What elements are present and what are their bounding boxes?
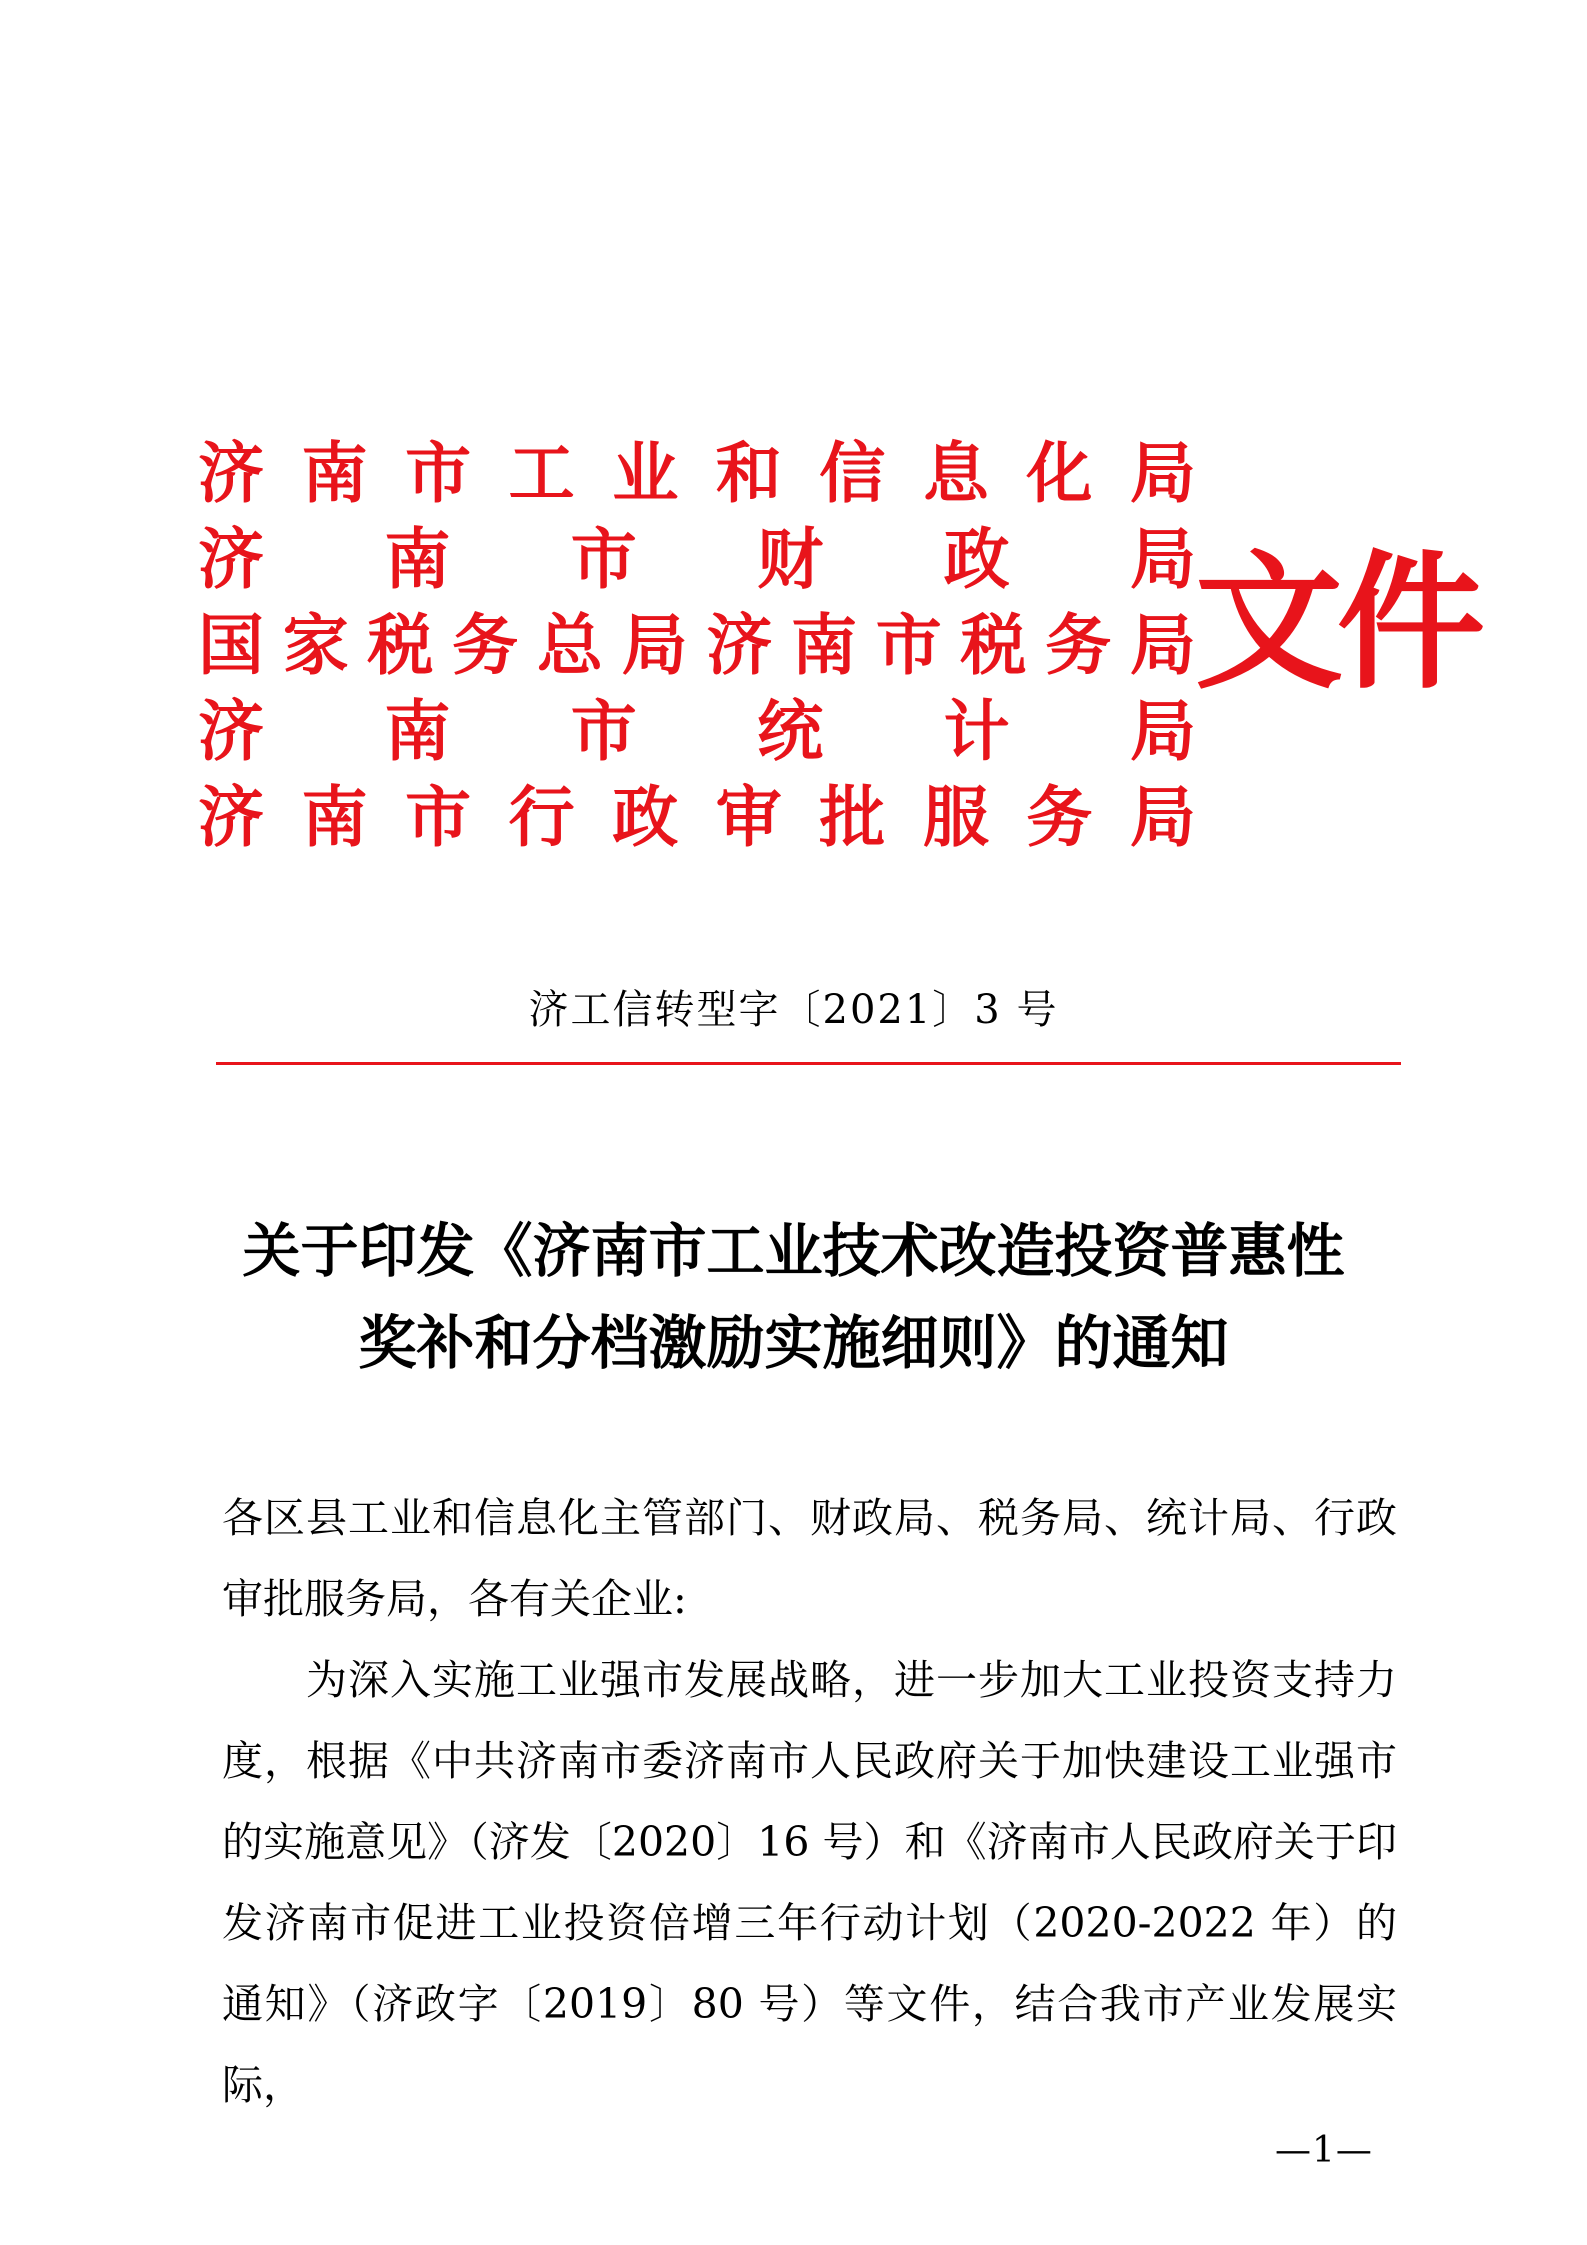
agency-char: 统: [757, 692, 824, 770]
body-text: [222, 1478, 1397, 2126]
agency-char: 息: [922, 434, 989, 512]
agency-char: 行: [508, 778, 575, 856]
agency-char: 济: [706, 606, 773, 684]
agency-char: 市: [405, 778, 472, 856]
agency-line-2: [198, 516, 1196, 602]
agency-line-1: [198, 430, 1196, 516]
agency-char: 化: [1026, 434, 1093, 512]
agency-char: 政: [943, 520, 1010, 598]
agency-char: 局: [1129, 692, 1196, 770]
agency-char: 济: [198, 692, 264, 770]
document-number: 济工信转型字〔2021〕3 号: [528, 987, 1059, 1033]
agency-char: 南: [791, 606, 858, 684]
agency-char: 市: [405, 434, 472, 512]
agency-char: 济: [198, 520, 264, 598]
notice-title: [0, 1205, 1587, 1389]
agency-char: 政: [612, 778, 679, 856]
agency-char: 和: [715, 434, 782, 512]
agency-char: 济: [198, 778, 264, 856]
agency-char: 国: [198, 606, 264, 684]
doc-type-label: 文件: [1195, 535, 1479, 709]
agency-char: 财: [757, 520, 824, 598]
agency-char: 局: [1129, 434, 1196, 512]
agency-char: 服: [922, 778, 989, 856]
agency-char: 南: [384, 692, 451, 770]
agency-char: 信: [819, 434, 886, 512]
agency-char: 局: [621, 606, 688, 684]
agency-char: 务: [1026, 778, 1093, 856]
agency-char: 业: [612, 434, 679, 512]
agency-char: 工: [508, 434, 575, 512]
agency-char: 市: [570, 520, 637, 598]
agency-char: 南: [384, 520, 451, 598]
agency-char: 局: [1129, 520, 1196, 598]
agency-char: 市: [570, 692, 637, 770]
agency-char: 务: [452, 606, 519, 684]
agency-line-5: [198, 774, 1196, 860]
agency-char: 市: [875, 606, 942, 684]
agency-char: 税: [367, 606, 434, 684]
agency-char: 局: [1129, 606, 1196, 684]
agency-char: 局: [1129, 778, 1196, 856]
masthead: [198, 430, 1198, 860]
title-line-1: 关于印发《济南市工业技术改造投资普惠性: [242, 1217, 1345, 1285]
body-paragraph-1: 为深入实施工业强市发展战略，进一步加大工业投资支持力度，根据《中共济南市委济南市人民政府关于加快建设工业强市的实施意见》（济发〔2020〕16 号）和《济南市人民政府关于印发济南市促进工业投资倍增三年行动计划（2020-2022 年）的通知》（济政字〔2019〕80 号）等文件，结合我市产业发展实际，: [222, 1656, 1397, 2109]
agency-char: 批: [819, 778, 886, 856]
agency-line-3: [198, 602, 1196, 688]
agency-char: 税: [960, 606, 1027, 684]
agency-char: 南: [301, 778, 368, 856]
red-divider-line: [216, 1062, 1401, 1065]
page-number: —1—: [1275, 2130, 1373, 2171]
agency-char: 济: [198, 434, 264, 512]
recipients-paragraph: 各区县工业和信息化主管部门、财政局、税务局、统计局、行政审批服务局，各有关企业:: [222, 1494, 1397, 1623]
title-line-2: 奖补和分档激励实施细则》的通知: [358, 1309, 1229, 1377]
agency-char: 务: [1045, 606, 1112, 684]
agency-char: 计: [943, 692, 1010, 770]
agency-char: 总: [536, 606, 603, 684]
agency-char: 审: [715, 778, 782, 856]
agency-line-4: [198, 688, 1196, 774]
agency-char: 南: [301, 434, 368, 512]
agency-char: 家: [282, 606, 349, 684]
